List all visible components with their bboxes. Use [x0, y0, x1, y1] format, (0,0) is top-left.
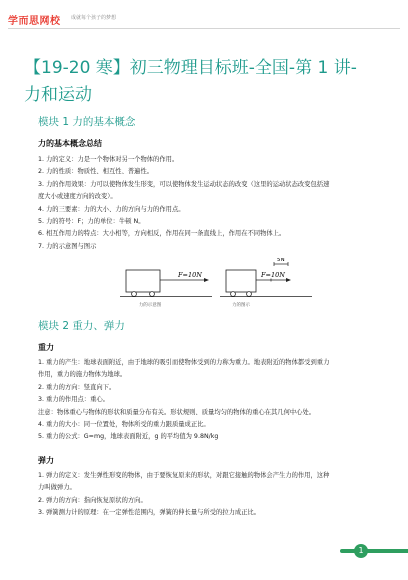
figure-caption: 力的示意图: [138, 303, 162, 308]
figure-caption: 力的图示: [232, 303, 250, 308]
list-item: 2. 重力的方向：竖直向下。: [38, 383, 116, 391]
force-arrow-head: [286, 278, 291, 282]
list-item: 作用，重力的施力物体为地球。: [38, 371, 127, 379]
scale-label: 5N: [277, 258, 285, 263]
brand-slogan: 成就每个孩子的梦想: [71, 15, 117, 21]
list-item: 3. 力的作用效果：力可以使物体发生形变，可以使物体发生运动状态的改变（这里的运动状态改变包括速: [38, 180, 330, 188]
cart-body: [226, 270, 256, 292]
cart-wheel: [150, 292, 155, 297]
module-1-subheading: 力的基本概念总结: [38, 139, 102, 148]
elastic-list: [38, 470, 376, 520]
force-arrow-head: [204, 278, 209, 282]
cart-wheel: [231, 292, 236, 297]
cart-wheel: [132, 292, 137, 297]
gravity-subheading: 重力: [38, 343, 54, 352]
list-item: 6. 相互作用力的特点：大小相等，方向相反，作用在同一条直线上，作用在不同物体上。: [38, 230, 286, 238]
list-item: 1. 力的定义：力是一个物体对另一个物体的作用。: [38, 156, 179, 163]
title-line-2: 力和运动: [24, 85, 92, 105]
list-item: 注意：物体重心与物体的形状和质量分布有关。形状规则、质量均匀的物体的重心在其几何中心处。: [38, 408, 316, 416]
page-number-badge: 1: [354, 544, 368, 558]
force-label: F=10N: [178, 271, 202, 279]
module-2-heading: 模块 2 重力、弹力: [38, 320, 125, 332]
force-schematic-diagram: [120, 270, 212, 308]
force-diagram-figure: [120, 258, 320, 308]
list-item: 2. 弹力的方向：指向恢复原状的方向。: [38, 496, 147, 504]
document-title: [24, 55, 384, 109]
elastic-subheading: 弹力: [38, 456, 54, 465]
gravity-list: [38, 357, 376, 444]
title-line-1: 【19-20 寒】初三物理目标班-全国-第 1 讲-: [24, 58, 357, 78]
brand-logo: 学而思网校: [8, 16, 61, 27]
list-item: 5. 力的符号：F；力的单位：牛顿 N。: [38, 218, 145, 226]
cart-wheel: [247, 292, 252, 297]
header-divider: [8, 28, 400, 29]
list-item: 3. 重力的作用点：重心。: [38, 396, 109, 404]
module-1-list: [38, 154, 376, 253]
cart-body: [126, 270, 160, 292]
list-item: 4. 重力的大小：同一位置处，物体所受的重力跟质量成正比。: [38, 421, 210, 429]
list-item: 度大小或速度方向的改变）。: [38, 193, 117, 201]
page-header: [0, 0, 408, 34]
list-item: 力叫做弹力。: [38, 484, 76, 492]
list-item: 5. 重力的公式：G=mg，地球表面附近，g 的平均值为 9.8N/kg: [38, 433, 219, 441]
force-illustration-diagram: [220, 258, 312, 308]
page-number-bar: [340, 549, 408, 553]
list-item: 4. 力的三要素：力的大小、力的方向与力的作用点。: [38, 205, 185, 213]
list-item: 2. 力的性质：物质性、相互性、普遍性。: [38, 168, 154, 176]
force-label: F=10N: [261, 271, 285, 279]
list-item: 7. 力的示意图与图示: [38, 242, 97, 250]
list-item: 1. 重力的产生：地球表面附近，由于地球的吸引而使物体受到的力称为重力。地表附近的物体都受到重力: [38, 359, 330, 366]
module-1-heading: 模块 1 力的基本概念: [38, 116, 136, 128]
list-item: 3. 弹簧测力计的原理：在一定弹性范围内，弹簧的伸长量与所受的拉力成正比。: [38, 509, 261, 517]
list-item: 1. 弹力的定义：发生弹性形变的物体，由于要恢复原来的形状，对跟它接触的物体会产生力的作用，这种: [38, 472, 330, 479]
